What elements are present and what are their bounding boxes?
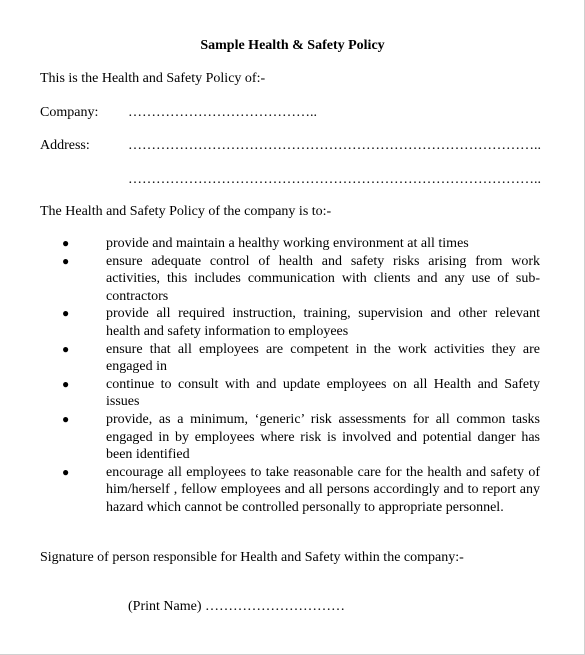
company-fill-line: …………………………………..	[128, 105, 317, 120]
list-item	[0, 411, 540, 464]
list-item	[0, 464, 540, 517]
list-item	[0, 253, 540, 306]
intro-line: This is the Health and Safety Policy of:-	[40, 71, 266, 86]
bullet-icon: ●	[62, 236, 70, 250]
signature-prompt: Signature of person responsible for Health and Safety within the company:-	[40, 550, 464, 565]
list-item-text: provide all required instruction, training, supervision and other relevant health and safety information to employees	[106, 306, 540, 339]
policy-intro: The Health and Safety Policy of the company is to:-	[40, 204, 332, 219]
list-item-text: ensure that all employees are competent in the work activities they are engaged in	[106, 341, 540, 375]
address-fill-line-2: ……………………………………………………………………………..	[128, 172, 541, 187]
bullet-icon: ●	[62, 253, 70, 268]
list-item	[0, 376, 540, 411]
address-fill-line-1: ……………………………………………………………………………..	[128, 138, 541, 153]
bullet-icon: ●	[62, 411, 70, 426]
list-item	[0, 341, 540, 376]
list-item	[0, 235, 540, 253]
bullet-icon: ●	[62, 376, 70, 391]
list-item-text: encourage all employees to take reasonable care for the health and safety of him/herself , fellow employees and all persons accordingly and to report any hazard which cannot be controlled personally to appropriate personnel.	[106, 464, 540, 515]
bullet-icon: ●	[62, 341, 70, 356]
address-label: Address:	[40, 138, 90, 153]
document-title: Sample Health & Safety Policy	[200, 38, 385, 53]
bullet-icon: ●	[62, 306, 70, 321]
list-item-text: continue to consult with and update employees on all Health and Safety issues	[106, 376, 540, 410]
policy-list	[0, 235, 585, 517]
list-item	[0, 305, 540, 340]
list-item-text: provide and maintain a healthy working environment at all times	[106, 236, 469, 251]
company-label: Company:	[40, 105, 99, 120]
list-item-text: ensure adequate control of health and safety risks arising from work activities, this includes communication with clients and any use of sub-contractors	[106, 253, 540, 304]
bullet-icon: ●	[62, 464, 70, 479]
print-name-line: (Print Name) …………………………	[128, 599, 345, 614]
list-item-text: provide, as a minimum, ‘generic’ risk assessments for all common tasks engaged in by employees where risk is involved and potential danger has been identified	[106, 411, 540, 463]
